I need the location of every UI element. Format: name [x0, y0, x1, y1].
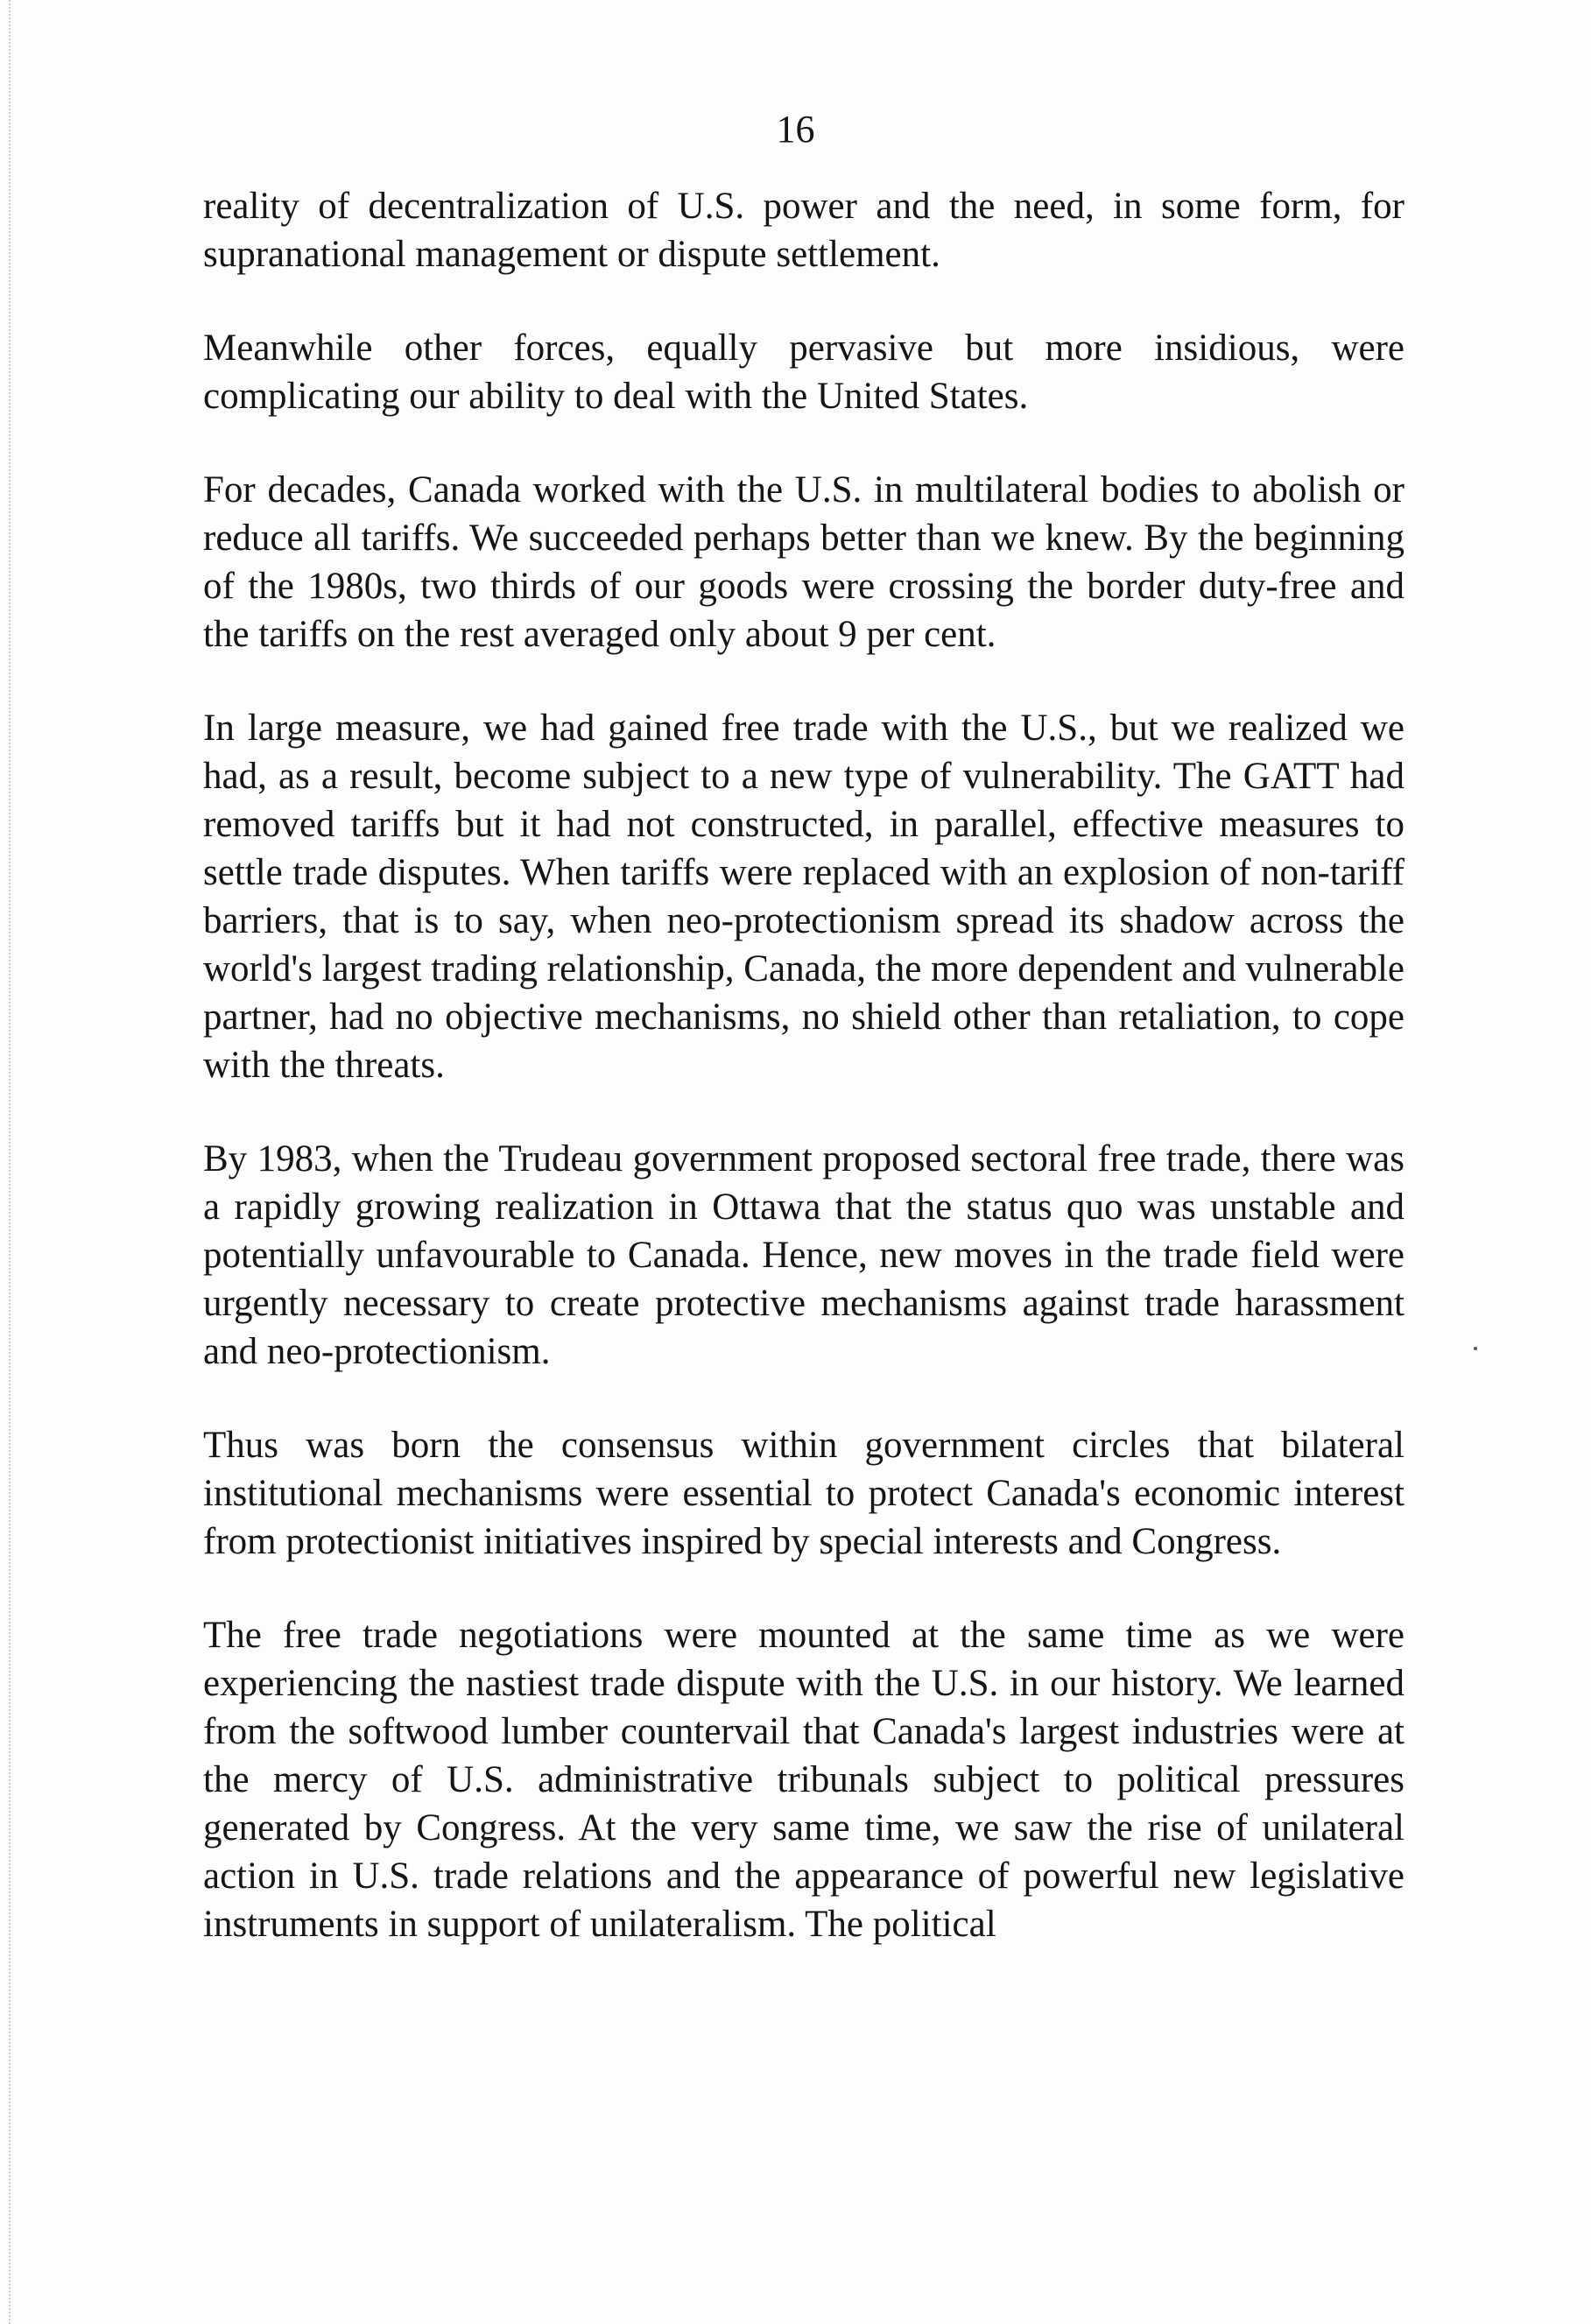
- paragraph-7: The free trade negotiations were mounted at the same time as we were experiencing the nastiest trade dispute with the U.S. in our history. We learned from the softwood lumber countervail that Canada's largest industries were at the mercy of U.S. administrative tribunals subject to political pressures generated by Congress. At the very same time, we saw the rise of unilateral action in U.S. trade relations and the appearance of powerful new legislative instruments in support of unilateralism. The political: [203, 1615, 1404, 1945]
- paragraph-4: In large measure, we had gained free trade with the U.S., but we realized we had, as a result, become subject to a new type of vulnerability. The GATT had removed tariffs but it had not constructed, in parallel, effective measures to settle trade disputes. When tariffs were replaced with an explosion of non-tariff barriers, that is to say, when neo-protectionism spread its shadow across the world's largest trading relationship, Canada, the more dependent and vulnerable partner, had no objective mechanisms, no shield other than retaliation, to cope with the threats.: [203, 708, 1404, 1086]
- paragraph-6: Thus was born the consensus within government circles that bilateral institutional mechanisms were essential to protect Canada's economic interest from protectionist initiatives inspired by special interests and Congress.: [203, 1425, 1404, 1562]
- paragraph-3: For decades, Canada worked with the U.S. in multilateral bodies to abolish or reduce all tariffs. We succeeded perhaps better than we knew. By the beginning of the 1980s, two thirds of our goods were crossing the border duty-free and the tariffs on the rest averaged only about 9 per cent.: [203, 469, 1404, 655]
- paragraph-1: reality of decentralization of U.S. power and the need, in some form, for supranational management or dispute settlement.: [203, 186, 1404, 275]
- scan-speck: [1474, 1347, 1477, 1350]
- body-text: [203, 182, 1404, 1948]
- scan-binding-edge: [0, 0, 11, 2324]
- page-number: 16: [776, 108, 815, 151]
- paragraph-5: By 1983, when the Trudeau government proposed sectoral free trade, there was a rapidly growing realization in Ottawa that the status quo was unstable and potentially unfavourable to Canada. Hence, new moves in the trade field were urgently necessary to create protective mechanisms against trade harassment and neo-protectionism.: [203, 1138, 1404, 1372]
- paragraph-2: Meanwhile other forces, equally pervasive but more insidious, were complicating our ability to deal with the United States.: [203, 327, 1404, 417]
